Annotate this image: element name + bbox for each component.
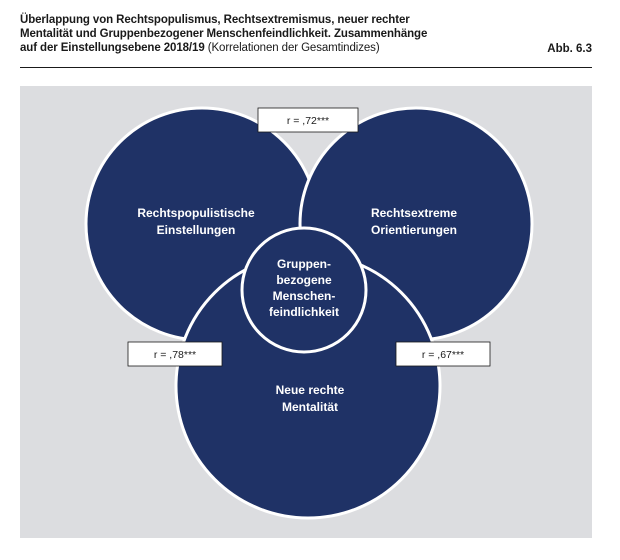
- populism-label-line2: Einstellungen: [156, 223, 236, 237]
- corr-populism-extremism: r = ,72***: [286, 115, 330, 127]
- header-divider: [20, 67, 592, 68]
- center-label-line2: bezogene: [276, 273, 332, 287]
- center-label-line3: Menschen-: [272, 289, 336, 303]
- figure-title: [20, 13, 592, 55]
- corr-extremism-mentality: r = ,67***: [421, 349, 465, 361]
- corr-box-populism-mentality: [128, 342, 222, 366]
- title-line-3: auf der Einstellungsebene 2018/19: [20, 42, 205, 54]
- populism-label-line1: Rechtspopulistische: [137, 206, 255, 220]
- mentality-label-line1: Neue rechte: [275, 383, 345, 397]
- corr-populism-mentality: r = ,78***: [153, 349, 197, 361]
- corr-box-extremism-mentality: [396, 342, 490, 366]
- center-label-line4: feindlichkeit: [268, 305, 340, 319]
- figure-header: [20, 13, 592, 55]
- mentality-label-line2: Mentalität: [281, 400, 339, 414]
- diagram-panel: [20, 86, 592, 538]
- title-line-1: Überlappung von Rechtspopulismus, Rechtsextremismus, neuer rechter: [20, 14, 410, 26]
- extremism-label-line2: Orientierungen: [370, 223, 458, 237]
- corr-box-populism-extremism: [258, 108, 358, 132]
- figure-label: Abb. 6.3: [547, 43, 592, 55]
- center-label-line1: Gruppen-: [277, 257, 331, 271]
- title-line-2: Mentalität und Gruppenbezogener Menschenfeindlichkeit. Zusammenhänge: [20, 28, 428, 40]
- extremism-label-line1: Rechtsextreme: [370, 206, 458, 220]
- venn-diagram: [20, 86, 592, 538]
- title-note: (Korrelationen der Gesamtindizes): [207, 42, 380, 54]
